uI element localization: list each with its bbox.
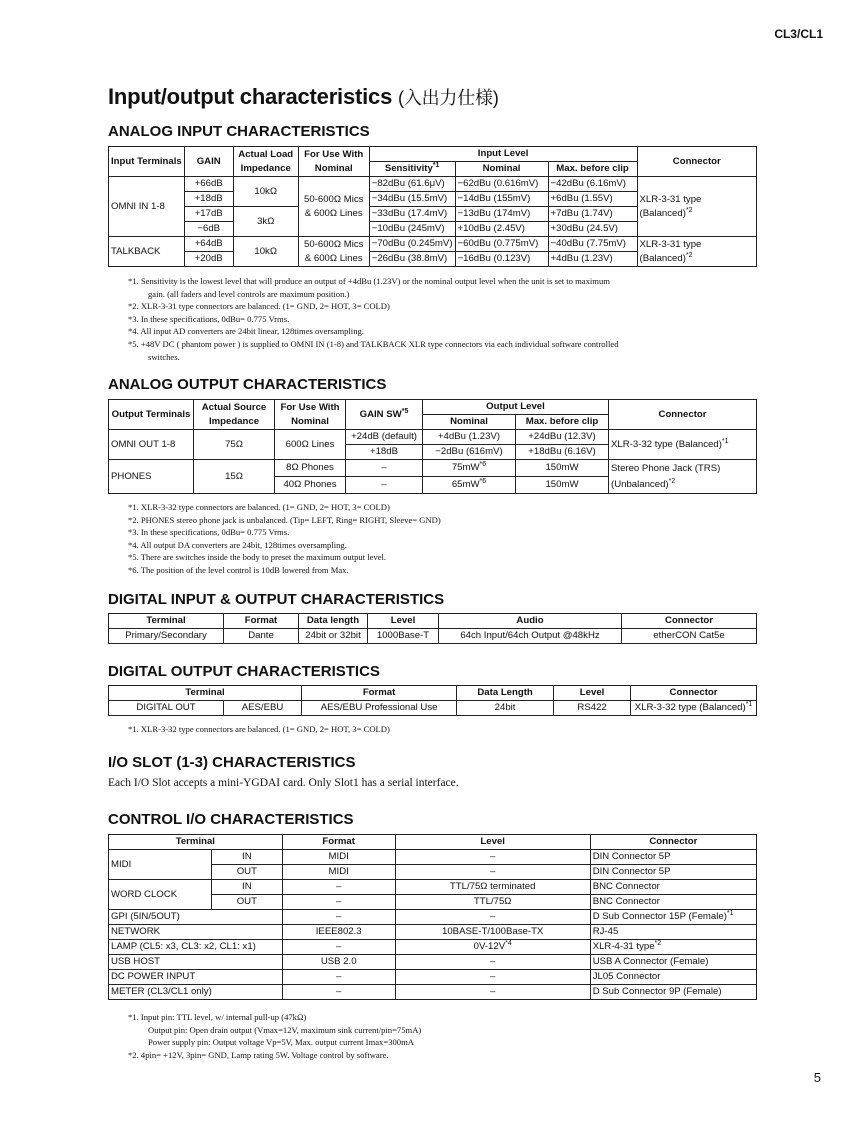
page-number: 5	[813, 1070, 821, 1085]
impedance-cell: 10kΩ	[233, 177, 298, 207]
max-cell: 150mW	[516, 460, 609, 477]
terminal-cell: USB HOST	[109, 955, 283, 970]
analog-output-table	[108, 399, 757, 494]
header-gain-sw: GAIN SW$^{*5}$	[346, 400, 423, 430]
terminal-cell: DIGITAL OUT	[109, 701, 224, 716]
data-length-cell: 24bit	[457, 701, 554, 716]
page-title	[108, 84, 499, 110]
terminal-cell: Primary/Secondary	[109, 629, 224, 644]
format-cell: USB 2.0	[282, 955, 395, 970]
note: *1. Sensitivity is the lowest level that will produce an output of +4dBu (1.23V) or the nominal output level when the unit is set to maximum	[128, 276, 610, 286]
level-cell: TTL/75Ω terminated	[395, 880, 590, 895]
connector-cell: USB A Connector (Female)	[590, 955, 756, 970]
gain-cell: +66dB	[184, 177, 233, 192]
talkback-label: TALKBACK	[109, 237, 185, 267]
format-cell: –	[282, 910, 395, 925]
header-nominal: Nominal	[455, 162, 548, 177]
format-cell: MIDI	[282, 850, 395, 865]
impedance-cell: 75Ω	[194, 430, 275, 460]
max-cell: −42dBu (6.16mV)	[548, 177, 637, 192]
terminal-cell: METER (CL3/CL1 only)	[109, 985, 283, 1000]
header-format: Format	[224, 614, 299, 629]
gain-cell: −6dB	[184, 222, 233, 237]
note: *2. 4pin= +12V, 3pin= GND, Lamp rating 5W. Voltage control by software.	[128, 1049, 389, 1060]
gain-cell: +64dB	[184, 237, 233, 252]
phones-label: PHONES	[109, 460, 194, 494]
header-level: Level	[368, 614, 439, 629]
format-cell: AES/EBU Professional Use	[302, 701, 457, 716]
header-level: Level	[395, 835, 590, 850]
note: switches.	[148, 351, 180, 362]
analog-input-notes	[128, 275, 619, 363]
connector-cell: BNC Connector	[590, 880, 756, 895]
connector-cell: XLR-3-32 type (Balanced)$^{*1}$	[609, 430, 757, 460]
in-label: IN	[212, 880, 283, 895]
nominal-cell: −16dBu (0.123V)	[455, 252, 548, 267]
header-data-length: Data Length	[457, 686, 554, 701]
title-main: Input/output characteristics	[108, 84, 393, 109]
data-length-cell: 24bit or 32bit	[299, 629, 368, 644]
max-cell: +24dBu (12.3V)	[516, 430, 609, 445]
impedance-cell: 3kΩ	[233, 207, 298, 237]
header-max: Max. before clip	[548, 162, 637, 177]
max-cell: +4dBu (1.23V)	[548, 252, 637, 267]
io-slot-heading: I/O SLOT (1-3) CHARACTERISTICS	[108, 754, 356, 771]
connector-cell: XLR-3-31 type (Balanced)$^{*2}$	[637, 237, 756, 267]
format-cell: –	[282, 940, 395, 955]
nominal-cell: +10dBu (2.45V)	[455, 222, 548, 237]
foruse-cell: 40Ω Phones	[275, 477, 346, 494]
foruse-cell: 8Ω Phones	[275, 460, 346, 477]
sensitivity-cell: −26dBu (38.8mV)	[369, 252, 455, 267]
control-io-table	[108, 834, 757, 1000]
header-connector: Connector	[637, 147, 756, 177]
max-cell: +7dBu (1.74V)	[548, 207, 637, 222]
connector-cell: D Sub Connector 9P (Female)	[590, 985, 756, 1000]
control-io-heading: CONTROL I/O CHARACTERISTICS	[108, 811, 354, 828]
connector-cell: XLR-4-31 type$^{*2}$	[590, 940, 756, 955]
connector-cell: DIN Connector 5P	[590, 850, 756, 865]
header-format: Format	[302, 686, 457, 701]
format-cell: Dante	[224, 629, 299, 644]
nominal-cell: −60dBu (0.775mV)	[455, 237, 548, 252]
sensitivity-cell: −70dBu (0.245mV)	[369, 237, 455, 252]
io-slot-text: Each I/O Slot accepts a mini-YGDAI card. Only Slot1 has a serial interface.	[108, 777, 459, 789]
header-connector: Connector	[622, 614, 757, 629]
foruse-cell: 50-600Ω Mics & 600Ω Lines	[298, 237, 369, 267]
analog-input-heading: ANALOG INPUT CHARACTERISTICS	[108, 123, 370, 140]
format-cell: –	[282, 895, 395, 910]
level-cell: $0V-12V^{*4}$	[395, 940, 590, 955]
omni-out-label: OMNI OUT 1-8	[109, 430, 194, 460]
analog-input-table	[108, 146, 757, 267]
in-label: IN	[212, 850, 283, 865]
max-cell: −40dBu (7.75mV)	[548, 237, 637, 252]
connector-cell: DIN Connector 5P	[590, 865, 756, 880]
max-cell: 150mW	[516, 477, 609, 494]
gain-sw-cell: –	[346, 477, 423, 494]
impedance-cell: 10kΩ	[233, 237, 298, 267]
model-label: CL3/CL1	[774, 27, 823, 41]
connector-cell: XLR-3-32 type (Balanced)$^{*1}$	[631, 701, 757, 716]
header-foruse: For Use With Nominal	[298, 147, 369, 177]
gain-sw-cell: +24dB (default)	[346, 430, 423, 445]
gain-sw-cell: +18dB	[346, 445, 423, 460]
level-cell: –	[395, 970, 590, 985]
header-input-level: Input Level	[369, 147, 637, 162]
header-nominal: Nominal	[423, 415, 516, 430]
digital-output-heading: DIGITAL OUTPUT CHARACTERISTICS	[108, 663, 380, 680]
header-output-level: Output Level	[423, 400, 609, 415]
header-terminal: Terminal	[109, 614, 224, 629]
max-cell: +6dBu (1.55V)	[548, 192, 637, 207]
note: *2. XLR-3-31 type connectors are balanced. (1= GND, 2= HOT, 3= COLD)	[128, 301, 390, 312]
impedance-cell: 15Ω	[194, 460, 275, 494]
header-output-terminals: Output Terminals	[109, 400, 194, 430]
connector-cell: JL05 Connector	[590, 970, 756, 985]
note: *6. The position of the level control is 10dB lowered from Max.	[128, 564, 349, 575]
terminal-cell: DC POWER INPUT	[109, 970, 283, 985]
nominal-cell: +4dBu (1.23V)	[423, 430, 516, 445]
digital-io-table	[108, 613, 757, 644]
analog-output-heading: ANALOG OUTPUT CHARACTERISTICS	[108, 376, 387, 393]
header-audio: Audio	[439, 614, 622, 629]
sensitivity-cell: −82dBu (61.6μV)	[369, 177, 455, 192]
note: *2. PHONES stereo phone jack is unbalanced. (Tip= LEFT, Ring= RIGHT, Sleeve= GND)	[128, 514, 441, 525]
level-cell: –	[395, 865, 590, 880]
audio-cell: 64ch Input/64ch Output @48kHz	[439, 629, 622, 644]
header-connector: Connector	[590, 835, 756, 850]
foruse-cell: 50-600Ω Mics & 600Ω Lines	[298, 177, 369, 237]
note: *3. In these specifications, 0dBu= 0.775 Vrms.	[128, 313, 290, 324]
note: Power supply pin: Output voltage Vp=5V, Max. output current Imax=300mA	[148, 1037, 414, 1048]
level-cell: –	[395, 910, 590, 925]
header-input-terminals: Input Terminals	[109, 147, 185, 177]
sensitivity-cell: −10dBu (245mV)	[369, 222, 455, 237]
connector-cell: RJ-45	[590, 925, 756, 940]
digital-io-heading: DIGITAL INPUT & OUTPUT CHARACTERISTICS	[108, 591, 445, 608]
level-cell: RS422	[554, 701, 631, 716]
format-cell: –	[282, 880, 395, 895]
nominal-cell: −2dBu (616mV)	[423, 445, 516, 460]
gain-cell: +20dB	[184, 252, 233, 267]
note: *1. XLR-3-32 type connectors are balanced. (1= GND, 2= HOT, 3= COLD)	[128, 724, 390, 734]
digital-output-table	[108, 685, 757, 716]
format-cell: –	[282, 985, 395, 1000]
connector-cell: etherCON Cat5e	[622, 629, 757, 644]
header-impedance: Actual Load Impedance	[233, 147, 298, 177]
note: *5. There are switches inside the body to preset the maximum output level.	[128, 552, 387, 563]
connector-cell: BNC Connector	[590, 895, 756, 910]
gain-cell: +18dB	[184, 192, 233, 207]
header-gain: GAIN	[184, 147, 233, 177]
foruse-cell: 600Ω Lines	[275, 430, 346, 460]
title-jp: (入出力仕様)	[398, 88, 499, 108]
header-terminal: Terminal	[109, 835, 283, 850]
header-connector: Connector	[631, 686, 757, 701]
note: *4. All output DA converters are 24bit, 128times oversampling.	[128, 539, 347, 550]
level-cell: –	[395, 850, 590, 865]
terminal-cell: GPI (5IN/5OUT)	[109, 910, 283, 925]
note: *1. Input pin: TTL level, w/ internal pull-up (47kΩ)	[128, 1012, 307, 1022]
note: *5. +48V DC ( phantom power ) is supplied to OMNI IN (1-8) and TALKBACK XLR type connectors via each individual software controlled	[128, 338, 619, 349]
header-max: Max. before clip	[516, 415, 609, 430]
terminal-cell: LAMP (CL5: x3, CL3: x2, CL1: x1)	[109, 940, 283, 955]
format-cell: MIDI	[282, 865, 395, 880]
omni-in-label: OMNI IN 1-8	[109, 177, 185, 237]
connector-cell: XLR-3-31 type (Balanced)$^{*2}$	[637, 177, 756, 237]
nominal-cell: $75mW^{*6}$	[423, 460, 516, 477]
connector-cell: Stereo Phone Jack (TRS) (Unbalanced)$^{*2}$	[609, 460, 757, 494]
word-clock-label: WORD CLOCK	[109, 880, 212, 910]
level-cell: –	[395, 985, 590, 1000]
out-label: OUT	[212, 895, 283, 910]
header-sensitivity: Sensitivity$^{*1}$	[369, 162, 455, 177]
level-cell: TTL/75Ω	[395, 895, 590, 910]
note: Output pin: Open drain output (Vmax=12V, maximum sink current/pin=75mA)	[148, 1024, 422, 1035]
header-foruse: For Use With Nominal	[275, 400, 346, 430]
control-io-notes	[128, 1011, 421, 1061]
header-connector: Connector	[609, 400, 757, 430]
header-terminal: Terminal	[109, 686, 302, 701]
level-cell: 10BASE-T/100Base-TX	[395, 925, 590, 940]
nominal-cell: $65mW^{*6}$	[423, 477, 516, 494]
nominal-cell: −14dBu (155mV)	[455, 192, 548, 207]
note: *1. XLR-3-32 type connectors are balanced. (1= GND, 2= HOT, 3= COLD)	[128, 502, 390, 512]
connector-cell: D Sub Connector 15P (Female)$^{*1}$	[590, 910, 756, 925]
sensitivity-cell: −33dBu (17.4mV)	[369, 207, 455, 222]
sensitivity-cell: −34dBu (15.5mV)	[369, 192, 455, 207]
gain-cell: +17dB	[184, 207, 233, 222]
note: *4. All input AD converters are 24bit linear, 128times oversampling.	[128, 326, 364, 337]
out-label: OUT	[212, 865, 283, 880]
level-cell: 1000Base-T	[368, 629, 439, 644]
header-data-length: Data length	[299, 614, 368, 629]
level-cell: –	[395, 955, 590, 970]
format-cell: IEEE802.3	[282, 925, 395, 940]
max-cell: +18dBu (6.16V)	[516, 445, 609, 460]
note: *3. In these specifications, 0dBu= 0.775 Vrms.	[128, 527, 290, 538]
terminal-cell: NETWORK	[109, 925, 283, 940]
header-format: Format	[282, 835, 395, 850]
gain-sw-cell: –	[346, 460, 423, 477]
terminal-type-cell: AES/EBU	[224, 701, 302, 716]
analog-output-notes	[128, 501, 441, 577]
nominal-cell: −13dBu (174mV)	[455, 207, 548, 222]
nominal-cell: −62dBu (0.616mV)	[455, 177, 548, 192]
header-impedance: Actual Source Impedance	[194, 400, 275, 430]
header-level: Level	[554, 686, 631, 701]
note: gain. (all faders and level controls are maximum position.)	[148, 288, 350, 299]
format-cell: –	[282, 970, 395, 985]
digital-output-notes	[128, 723, 390, 736]
midi-label: MIDI	[109, 850, 212, 880]
max-cell: +30dBu (24.5V)	[548, 222, 637, 237]
